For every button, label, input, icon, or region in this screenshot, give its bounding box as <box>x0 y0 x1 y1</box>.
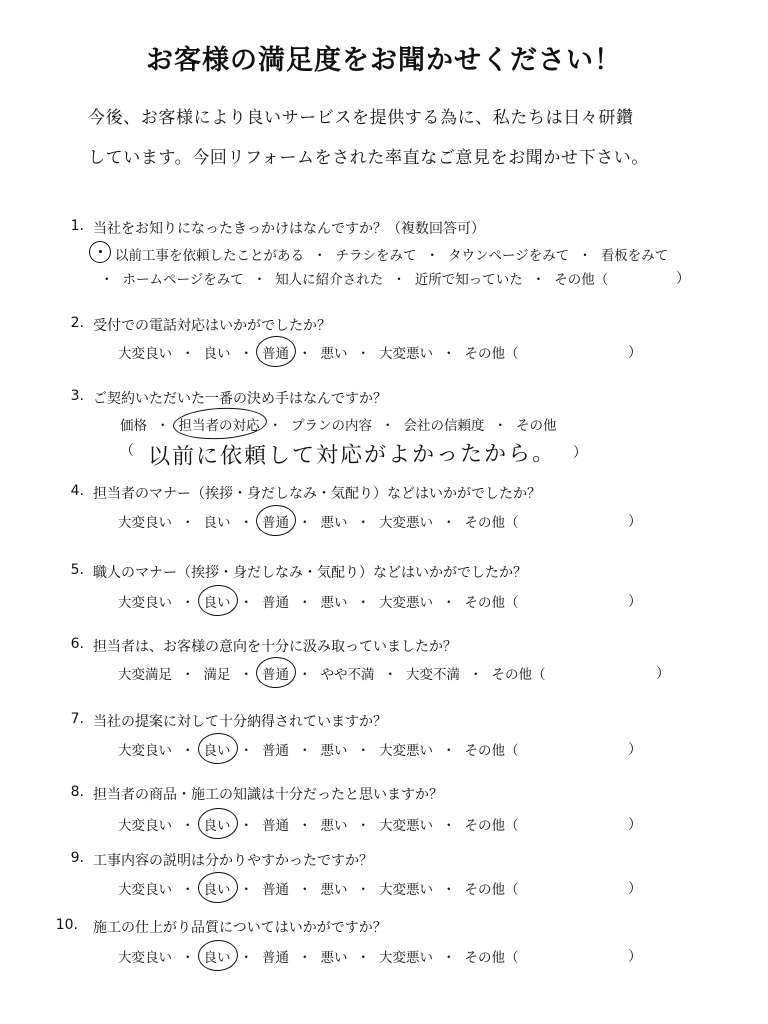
separator-dot: ・ <box>356 882 370 898</box>
separator-dot: ・ <box>239 346 253 362</box>
q1-options-row2 <box>100 268 608 288</box>
question-text: 受付での電話対応はいかがでしたか？ <box>93 318 331 334</box>
separator-dot: ・ <box>356 515 370 531</box>
separator-dot: ・ <box>442 595 456 611</box>
close-paren: ） <box>573 445 587 461</box>
separator-dot: ・ <box>381 418 395 434</box>
q5-option[interactable]: 大変悪い <box>379 595 433 611</box>
q7-option[interactable]: 悪い <box>320 743 348 759</box>
question-number: 6. <box>70 636 84 652</box>
close-paren: ） <box>628 949 642 965</box>
question-text: 職人のマナー（挨拶・身だしなみ・気配り）などはいかがでしたか？ <box>93 565 527 581</box>
q10-option[interactable]: 普通 <box>262 950 289 966</box>
q5-option[interactable]: 大変良い <box>118 595 172 611</box>
separator-dot: ・ <box>493 418 507 434</box>
question-text: 施工の仕上がり品質についてはいかがですか？ <box>93 920 387 936</box>
question-text: 担当者の商品・施工の知識は十分だったと思いますか？ <box>93 787 443 803</box>
separator-dot: ・ <box>442 950 456 966</box>
q1-option[interactable]: タウンページをみて <box>448 248 570 264</box>
separator-dot: ・ <box>531 272 546 288</box>
separator-dot: ・ <box>425 248 439 264</box>
q2-option[interactable]: 良い <box>203 346 231 362</box>
separator-dot: ・ <box>239 595 253 611</box>
q4-options-row1 <box>118 511 519 531</box>
close-paren: ） <box>628 594 642 610</box>
q5-option[interactable]: その他（ <box>464 595 519 611</box>
q9-option[interactable]: 悪い <box>320 882 348 898</box>
close-paren: ） <box>628 345 642 361</box>
q3-option[interactable]: 担当者の対応 <box>179 414 260 434</box>
separator-dot: ・ <box>469 667 483 683</box>
question-number: 9. <box>70 850 84 866</box>
q4-option[interactable]: 大変悪い <box>379 515 433 531</box>
question-number: 7. <box>70 711 84 727</box>
separator-dot: ・ <box>442 515 456 531</box>
separator-dot: ・ <box>156 418 170 434</box>
separator-dot: ・ <box>181 595 195 611</box>
separator-dot: ・ <box>356 595 370 611</box>
separator-dot: ・ <box>298 950 312 966</box>
separator-dot: ・ <box>181 882 195 898</box>
separator-dot: ・ <box>442 882 456 898</box>
q10-option[interactable]: 良い <box>204 946 231 966</box>
q8-option[interactable]: その他（ <box>464 818 519 834</box>
separator-dot: ・ <box>181 743 195 759</box>
close-paren: ） <box>656 666 670 682</box>
q5-options-row1 <box>118 591 519 611</box>
separator-dot: ・ <box>239 882 253 898</box>
separator-dot: ・ <box>356 743 370 759</box>
q5-option[interactable]: 悪い <box>320 595 348 611</box>
separator-dot: ・ <box>181 950 195 966</box>
q9-options-row1 <box>118 878 519 898</box>
q1-options-row1 <box>115 244 668 264</box>
q3-option[interactable]: プランの内容 <box>291 418 372 434</box>
separator-dot: ・ <box>442 346 456 362</box>
q10-option[interactable]: その他（ <box>464 950 519 966</box>
q8-option[interactable]: 悪い <box>320 818 348 834</box>
q2-options-row1 <box>118 342 519 362</box>
separator-dot: ・ <box>252 272 267 288</box>
q2-option[interactable]: 普通 <box>262 342 289 362</box>
q4-option[interactable]: 良い <box>203 515 231 531</box>
separator-dot: ・ <box>298 667 312 683</box>
q7-option[interactable]: その他（ <box>464 743 519 759</box>
separator-dot: ・ <box>442 743 456 759</box>
question-number: 3. <box>70 388 84 404</box>
q10-option[interactable]: 悪い <box>320 950 348 966</box>
q1-option[interactable]: 近所で知っていた <box>414 272 523 288</box>
q1-option[interactable]: その他（ <box>554 272 609 288</box>
q1-option[interactable]: 知人に紹介された <box>275 272 384 288</box>
q3-option[interactable]: 会社の信頼度 <box>403 418 485 434</box>
question-text: 担当者は、お客様の意向を十分に汲み取っていましたか？ <box>93 639 457 655</box>
q7-option[interactable]: 大変悪い <box>379 743 433 759</box>
separator-dot: ・ <box>298 515 312 531</box>
q3-option[interactable]: 価格 <box>120 418 147 434</box>
q1-option[interactable]: ホームページをみて <box>122 272 244 288</box>
separator-dot: ・ <box>356 346 370 362</box>
q2-option[interactable]: 大変良い <box>118 346 172 362</box>
q1-option[interactable]: チラシをみて <box>335 248 417 264</box>
q6-option[interactable]: 大変不満 <box>406 667 460 683</box>
separator-dot: ・ <box>298 818 312 834</box>
separator-dot: ・ <box>383 667 397 683</box>
separator-dot: ・ <box>239 818 253 834</box>
q7-options-row1 <box>118 739 519 759</box>
separator-dot: ・ <box>298 882 312 898</box>
q5-option[interactable]: 普通 <box>262 595 289 611</box>
q3-options-row1 <box>120 414 557 434</box>
question-number: 5. <box>70 562 84 578</box>
question-number: 4. <box>70 483 84 499</box>
close-paren: ） <box>676 271 690 287</box>
separator-dot: ・ <box>100 272 114 288</box>
close-paren: ） <box>628 817 642 833</box>
q2-option[interactable]: その他（ <box>464 346 519 362</box>
separator-dot: ・ <box>181 346 195 362</box>
q9-option[interactable]: 大変悪い <box>379 882 433 898</box>
question-number: 1. <box>70 218 84 234</box>
question-text: 当社をお知りになったきっかけはなんですか？（複数回答可） <box>93 221 485 237</box>
q7-option[interactable]: 良い <box>204 739 231 759</box>
q8-option[interactable]: 良い <box>204 814 231 834</box>
q6-option[interactable]: 満足 <box>203 667 231 683</box>
q1-option[interactable]: 以前工事を依頼したことがある <box>115 248 304 264</box>
close-paren: ） <box>628 742 642 758</box>
question-number: 10. <box>55 917 78 933</box>
q9-option[interactable]: 普通 <box>262 882 289 898</box>
open-paren: （ <box>120 443 134 459</box>
q3-option[interactable]: その他 <box>516 418 557 434</box>
separator-dot: ・ <box>268 418 282 434</box>
q6-option[interactable]: やや不満 <box>320 667 375 683</box>
question-number: 2. <box>70 315 84 331</box>
question-text: 工事内容の説明は分かりやすかったですか？ <box>93 853 373 869</box>
separator-dot: ・ <box>356 950 370 966</box>
separator-dot: ・ <box>298 743 312 759</box>
question-text: 担当者のマナー（挨拶・身だしなみ・気配り）などはいかがでしたか？ <box>93 486 541 502</box>
separator-dot: ・ <box>578 248 592 264</box>
q6-options-row1 <box>118 663 546 683</box>
separator-dot: ・ <box>239 743 253 759</box>
close-paren: ） <box>628 514 642 530</box>
separator-dot: ・ <box>181 818 195 834</box>
separator-dot: ・ <box>442 818 456 834</box>
q10-options-row1 <box>118 946 519 966</box>
question-number: 8. <box>70 784 84 800</box>
separator-dot: ・ <box>239 950 253 966</box>
q8-option[interactable]: 大変悪い <box>379 818 433 834</box>
separator-dot: ・ <box>239 667 253 683</box>
separator-dot: ・ <box>392 272 406 288</box>
question-text: ご契約いただいた一番の決め手はなんですか？ <box>93 391 387 407</box>
q4-option[interactable]: 悪い <box>320 515 348 531</box>
q8-option[interactable]: 普通 <box>262 818 289 834</box>
q2-option[interactable]: 悪い <box>320 346 348 362</box>
page-title: お客様の満足度をお聞かせください！ <box>146 45 622 76</box>
close-paren: ） <box>628 881 642 897</box>
q8-option[interactable]: 大変良い <box>118 818 172 834</box>
separator-dot: ・ <box>356 818 370 834</box>
q4-option[interactable]: 普通 <box>262 511 289 531</box>
q9-option[interactable]: 大変良い <box>118 882 172 898</box>
intro-line-2: しています。今回リフォームをされた率直なご意見をお聞かせ下さい。 <box>88 148 649 168</box>
q6-option[interactable]: 普通 <box>262 663 289 683</box>
q8-options-row1 <box>118 814 519 834</box>
separator-dot: ・ <box>181 515 195 531</box>
q6-option[interactable]: 大変満足 <box>118 667 172 683</box>
q7-option[interactable]: 普通 <box>262 743 289 759</box>
q10-option[interactable]: 大変悪い <box>379 950 433 966</box>
q7-option[interactable]: 大変良い <box>118 743 172 759</box>
q1-option[interactable]: 看板をみて <box>600 248 669 264</box>
intro-line-1: 今後、お客様により良いサービスを提供する為に、私たちは日々研鑽 <box>88 108 634 128</box>
separator-dot: ・ <box>313 248 327 264</box>
q1-selected-mark <box>89 241 111 263</box>
q9-option[interactable]: 良い <box>204 878 231 898</box>
separator-dot: ・ <box>298 595 312 611</box>
separator-dot: ・ <box>298 346 312 362</box>
q4-option[interactable]: その他（ <box>464 515 519 531</box>
q2-option[interactable]: 大変悪い <box>379 346 433 362</box>
handwritten-answer: 以前に依頼して対応がよかったから。 <box>147 441 557 470</box>
separator-dot: ・ <box>181 667 195 683</box>
q6-option[interactable]: その他（ <box>491 667 546 683</box>
question-text: 当社の提案に対して十分納得されていますか？ <box>93 714 387 730</box>
q9-option[interactable]: その他（ <box>464 882 519 898</box>
q4-option[interactable]: 大変良い <box>118 515 172 531</box>
q5-option[interactable]: 良い <box>204 591 231 611</box>
separator-dot: ・ <box>239 515 253 531</box>
q10-option[interactable]: 大変良い <box>118 950 172 966</box>
